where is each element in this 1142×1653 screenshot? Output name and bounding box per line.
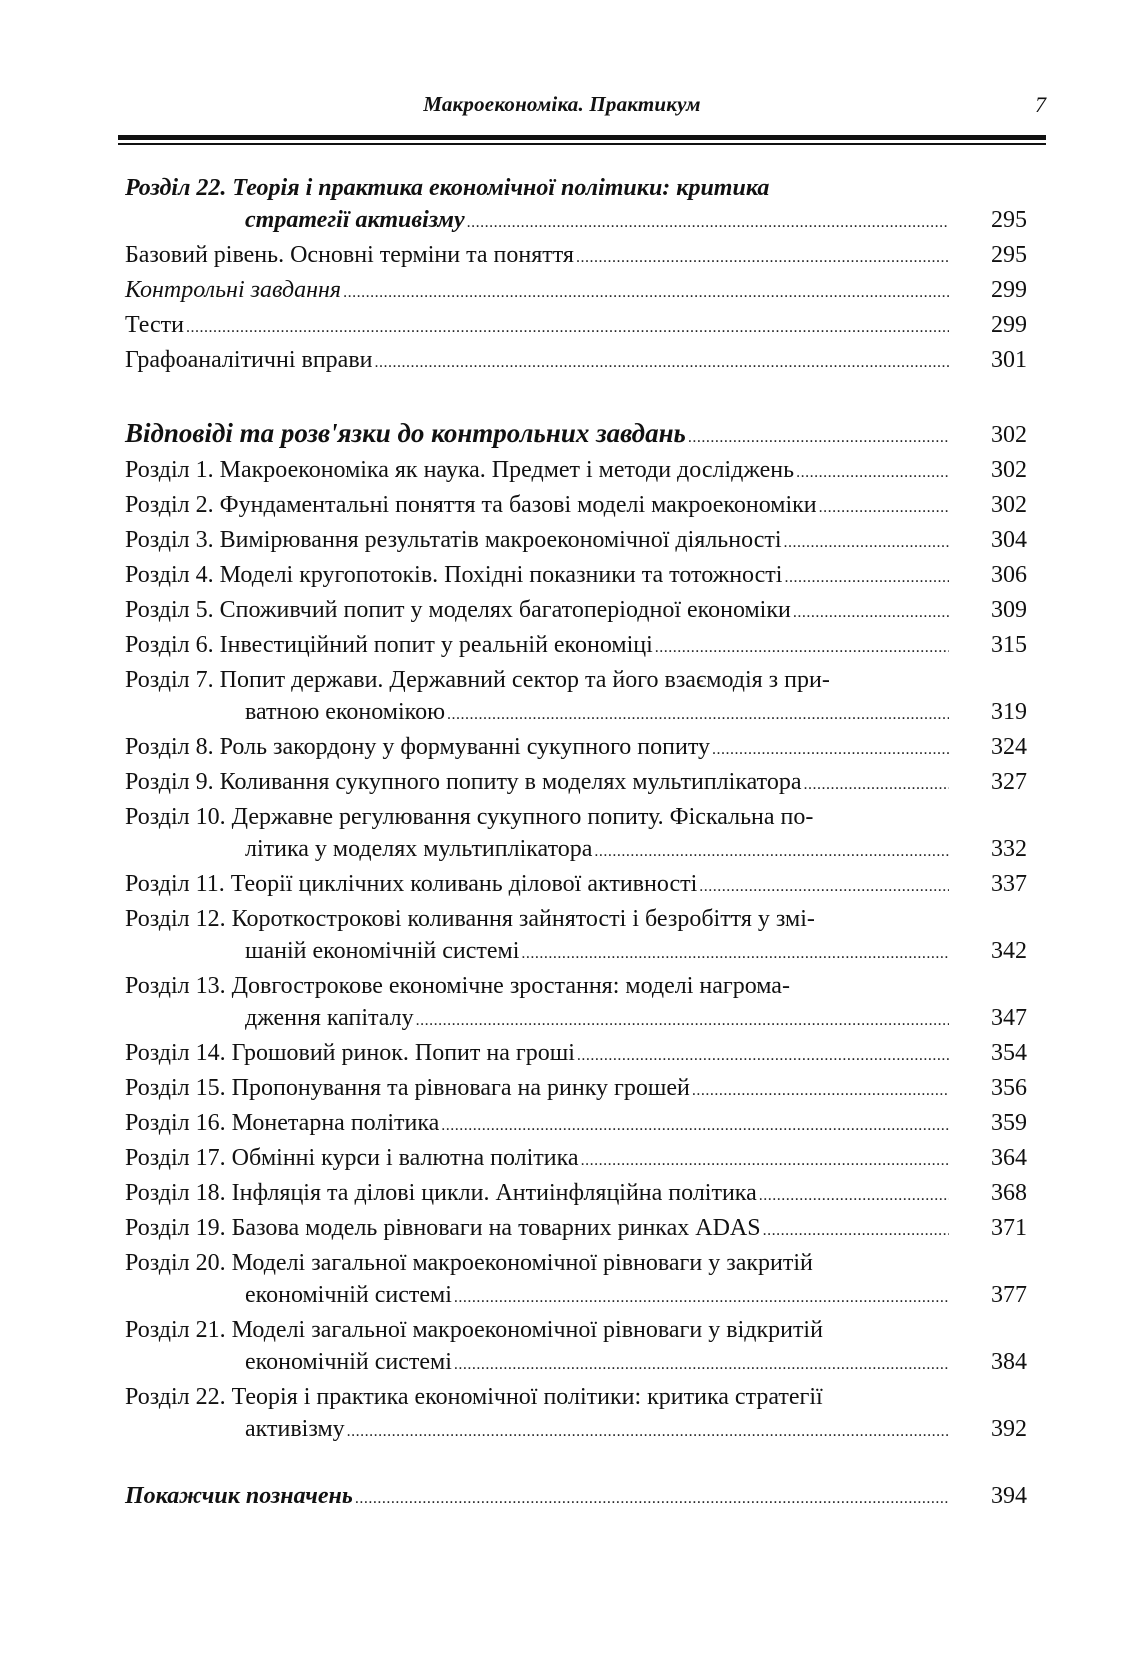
leader-dots bbox=[763, 1215, 949, 1247]
toc-entry[interactable] bbox=[125, 489, 1027, 524]
toc-entry-line2: дження капіталу bbox=[245, 1005, 414, 1031]
toc-page: 302 bbox=[991, 422, 1027, 448]
toc-entry[interactable] bbox=[125, 1314, 1027, 1381]
header-rule-thick bbox=[118, 135, 1046, 140]
toc-page: 384 bbox=[991, 1349, 1027, 1375]
leader-dots bbox=[454, 1282, 949, 1314]
toc-entry-line1: Розділ 20. Моделі загальної макроекономічної рівноваги у закритій bbox=[125, 1250, 813, 1276]
toc-entry-text: Розділ 11. Теорії циклічних коливань ділової активності bbox=[125, 871, 698, 897]
leader-dots bbox=[793, 597, 949, 629]
toc-entry-line1: Розділ 7. Попит держави. Державний сектор та його взаємодія з при- bbox=[125, 667, 830, 693]
toc-page: 295 bbox=[991, 207, 1027, 233]
toc-entry-line2: економічній системі bbox=[245, 1349, 452, 1375]
page-number: 7 bbox=[1035, 92, 1046, 117]
toc-entry-line1: Розділ 22. Теорія і практика економічної політики: критика стратегії bbox=[125, 1384, 823, 1410]
leader-dots bbox=[355, 1483, 949, 1515]
toc-page: 324 bbox=[991, 734, 1027, 760]
toc-page: 356 bbox=[991, 1075, 1027, 1101]
running-header-title: Макроекономіка. Практикум bbox=[423, 92, 701, 116]
toc-page: 342 bbox=[991, 938, 1027, 964]
toc-entry[interactable] bbox=[125, 1177, 1027, 1212]
header-rule-thin bbox=[118, 143, 1046, 145]
toc-subentry-text: Тести bbox=[125, 312, 184, 338]
toc-entry[interactable] bbox=[125, 594, 1027, 629]
toc-page: 309 bbox=[991, 597, 1027, 623]
toc-entry[interactable] bbox=[125, 731, 1027, 766]
toc-entry[interactable] bbox=[125, 1107, 1027, 1142]
toc-entry-line1: Розділ 13. Довгострокове економічне зростання: моделі нагрома- bbox=[125, 973, 790, 999]
toc-entry-line2: економічній системі bbox=[245, 1282, 452, 1308]
toc-entry-text: Розділ 16. Монетарна політика bbox=[125, 1110, 440, 1136]
toc-page: 299 bbox=[991, 277, 1027, 303]
toc-page: 301 bbox=[991, 347, 1027, 373]
toc-page: 299 bbox=[991, 312, 1027, 338]
toc-entry-line2: активізму bbox=[245, 1416, 345, 1442]
leader-dots bbox=[699, 871, 949, 903]
leader-dots bbox=[467, 207, 949, 239]
leader-dots bbox=[454, 1349, 949, 1381]
toc-page: 304 bbox=[991, 527, 1027, 553]
toc-entry-text: Розділ 5. Споживчий попит у моделях багатоперіодної економіки bbox=[125, 597, 791, 623]
toc-entry[interactable] bbox=[125, 801, 1027, 868]
toc-entry[interactable] bbox=[125, 1142, 1027, 1177]
toc-entry[interactable] bbox=[125, 766, 1027, 801]
toc-entry-text: Розділ 2. Фундаментальні поняття та базові моделі макроекономіки bbox=[125, 492, 817, 518]
toc-entry-text: Розділ 19. Базова модель рівноваги на товарних ринках ADAS bbox=[125, 1215, 761, 1241]
toc-subentry[interactable] bbox=[125, 344, 1027, 379]
toc-subentry-text: Графоаналітичні вправи bbox=[125, 347, 373, 373]
leader-dots bbox=[655, 632, 949, 664]
toc-entry[interactable] bbox=[125, 1037, 1027, 1072]
leader-dots bbox=[577, 1040, 949, 1072]
toc-heading-answers[interactable] bbox=[125, 417, 1027, 454]
toc-page: 364 bbox=[991, 1145, 1027, 1171]
toc-entry[interactable] bbox=[125, 1072, 1027, 1107]
toc-page: 315 bbox=[991, 632, 1027, 658]
toc-entry-line2: літика у моделях мультиплікатора bbox=[245, 836, 593, 862]
toc-entry[interactable] bbox=[125, 454, 1027, 489]
leader-dots bbox=[581, 1145, 949, 1177]
leader-dots bbox=[375, 347, 950, 379]
toc-entry-line2: ватною економікою bbox=[245, 699, 446, 725]
leader-dots bbox=[343, 277, 949, 309]
toc-subentry[interactable] bbox=[125, 309, 1027, 344]
running-header bbox=[118, 86, 1046, 126]
toc-page: 337 bbox=[991, 871, 1027, 897]
leader-dots bbox=[712, 734, 949, 766]
toc-entry-text: Розділ 14. Грошовий ринок. Попит на гроші bbox=[125, 1040, 575, 1066]
toc-entry[interactable] bbox=[125, 664, 1027, 731]
toc-index-text: Покажчик позначень bbox=[125, 1483, 353, 1509]
toc-entry[interactable] bbox=[125, 1247, 1027, 1314]
leader-dots bbox=[784, 527, 950, 559]
toc-entry[interactable] bbox=[125, 559, 1027, 594]
leader-dots bbox=[759, 1180, 949, 1212]
toc-entry[interactable] bbox=[125, 1212, 1027, 1247]
toc-page: 306 bbox=[991, 562, 1027, 588]
toc-page: 359 bbox=[991, 1110, 1027, 1136]
toc-page: 368 bbox=[991, 1180, 1027, 1206]
toc-entry-line2: шаній економічній системі bbox=[245, 938, 520, 964]
toc-entry[interactable] bbox=[125, 1381, 1027, 1448]
toc-page: 347 bbox=[991, 1005, 1027, 1031]
toc-entry-text: Розділ 15. Пропонування та рівновага на ринку грошей bbox=[125, 1075, 690, 1101]
toc-entry-line2: стратегії активізму bbox=[245, 207, 465, 233]
leader-dots bbox=[784, 562, 949, 594]
leader-dots bbox=[441, 1110, 949, 1142]
toc-page: 319 bbox=[991, 699, 1027, 725]
toc-subentry[interactable] bbox=[125, 274, 1027, 309]
leader-dots bbox=[447, 699, 949, 731]
toc-subentry-text: Базовий рівень. Основні терміни та поняття bbox=[125, 242, 574, 268]
toc-entry-index[interactable] bbox=[125, 1480, 1027, 1515]
toc-entry[interactable] bbox=[125, 629, 1027, 664]
toc-entry-text: Розділ 3. Вимірювання результатів макроекономічної діяльності bbox=[125, 527, 782, 553]
toc-entry-line1: Розділ 12. Короткострокові коливання зайнятості і безробіття у змі- bbox=[125, 906, 815, 932]
toc-page: 302 bbox=[991, 492, 1027, 518]
toc-entry-text: Розділ 1. Макроекономіка як наука. Предмет і методи досліджень bbox=[125, 457, 795, 483]
toc-entry-section22[interactable] bbox=[125, 172, 1027, 239]
toc-page: 392 bbox=[991, 1416, 1027, 1442]
toc-entry-text: Розділ 17. Обмінні курси і валютна політика bbox=[125, 1145, 579, 1171]
toc-page: 332 bbox=[991, 836, 1027, 862]
toc-page: 302 bbox=[991, 457, 1027, 483]
toc-page: 354 bbox=[991, 1040, 1027, 1066]
toc-entry-line1: Розділ 21. Моделі загальної макроекономічної рівноваги у відкритій bbox=[125, 1317, 823, 1343]
toc-subentry-text: Контрольні завдання bbox=[125, 277, 342, 303]
leader-dots bbox=[186, 312, 949, 344]
toc-entry-text: Розділ 8. Роль закордону у формуванні сукупного попиту bbox=[125, 734, 711, 760]
toc-page: 371 bbox=[991, 1215, 1027, 1241]
toc-entry-text: Розділ 18. Інфляція та ділові цикли. Антиінфляційна політика bbox=[125, 1180, 757, 1206]
leader-dots bbox=[688, 422, 949, 454]
toc-entry[interactable] bbox=[125, 903, 1027, 970]
toc-entry[interactable] bbox=[125, 970, 1027, 1037]
toc-page: 327 bbox=[991, 769, 1027, 795]
toc-entry-text: Розділ 4. Моделі кругопотоків. Похідні показники та тотожності bbox=[125, 562, 783, 588]
leader-dots bbox=[803, 769, 949, 801]
toc-subentry[interactable] bbox=[125, 239, 1027, 274]
toc-entry-line1: Розділ 10. Державне регулювання сукупного попиту. Фіскальна по- bbox=[125, 804, 814, 830]
answers-list bbox=[125, 454, 1027, 1448]
leader-dots bbox=[521, 938, 949, 970]
toc-entry-text: Розділ 9. Коливання сукупного попиту в моделях мультиплікатора bbox=[125, 769, 802, 795]
leader-dots bbox=[594, 836, 949, 868]
toc-entry[interactable] bbox=[125, 524, 1027, 559]
leader-dots bbox=[819, 492, 949, 524]
leader-dots bbox=[576, 242, 949, 274]
toc-page: 377 bbox=[991, 1282, 1027, 1308]
table-of-contents bbox=[125, 172, 1027, 1515]
toc-heading-text: Відповіді та розв'язки до контрольних завдань bbox=[125, 418, 686, 448]
leader-dots bbox=[692, 1075, 949, 1107]
leader-dots bbox=[416, 1005, 949, 1037]
toc-page: 295 bbox=[991, 242, 1027, 268]
toc-entry[interactable] bbox=[125, 868, 1027, 903]
toc-page: 394 bbox=[991, 1483, 1027, 1509]
toc-entry-line1: Розділ 22. Теорія і практика економічної політики: критика bbox=[125, 175, 770, 201]
toc-entry-text: Розділ 6. Інвестиційний попит у реальній економіці bbox=[125, 632, 653, 658]
leader-dots bbox=[347, 1416, 949, 1448]
leader-dots bbox=[796, 457, 949, 489]
